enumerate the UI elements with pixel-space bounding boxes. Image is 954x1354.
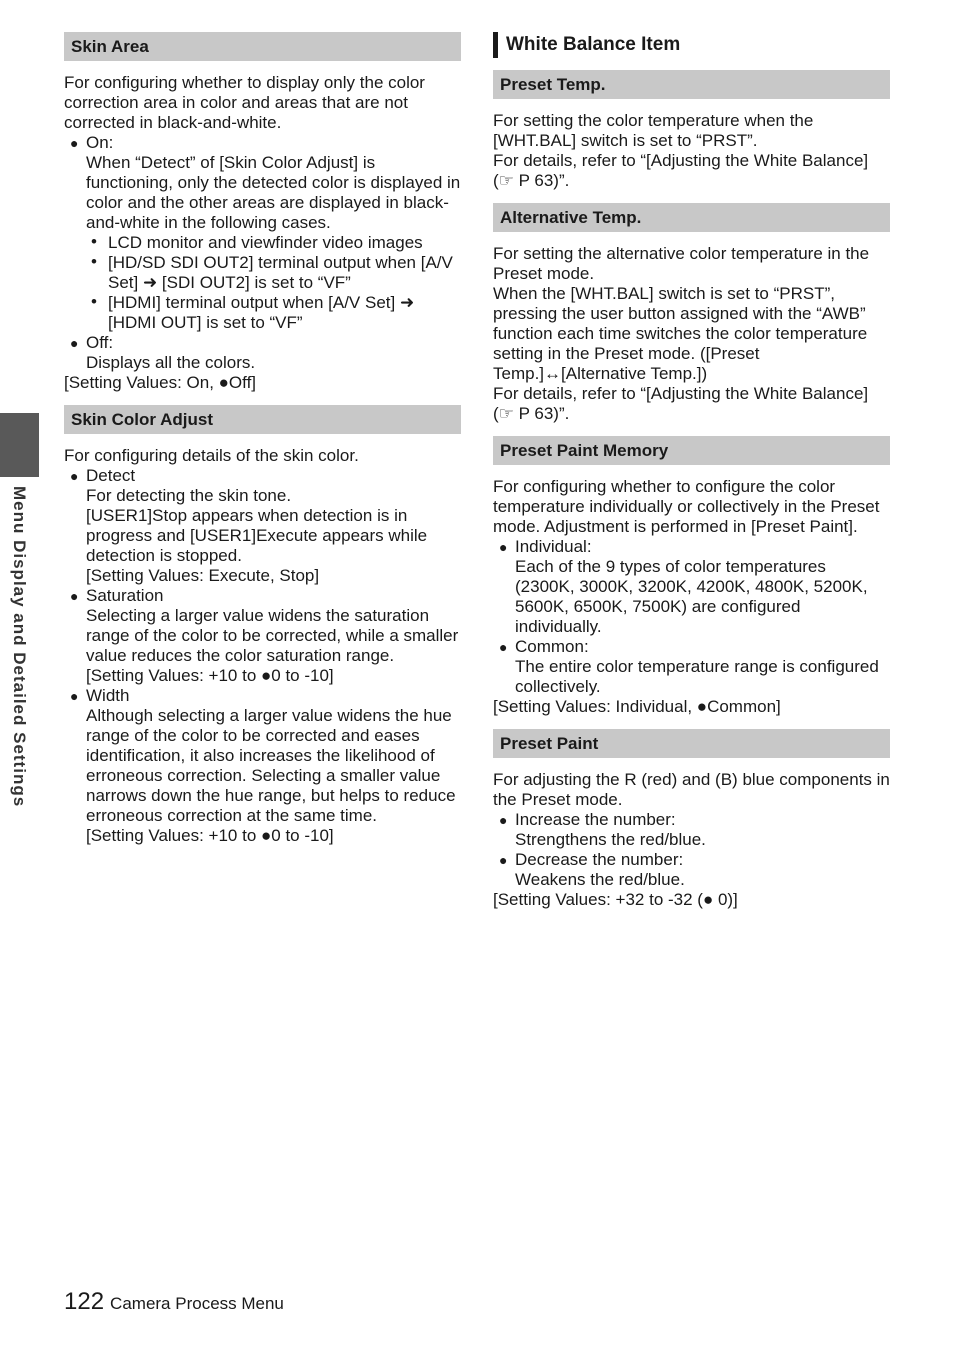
option-label: Width — [86, 686, 130, 705]
bullet-icon: ● — [499, 539, 508, 555]
section-preset-paint — [493, 729, 890, 910]
option-width — [64, 686, 461, 846]
option-label: Detect — [86, 466, 136, 485]
option-description: [USER1]Stop appears when detection is in progress and [USER1]Execute appears while detection is stopped. — [86, 506, 428, 565]
option-on — [64, 133, 461, 233]
option-description: The entire color temperature range is configured collectively. — [515, 657, 879, 696]
option-label: Saturation — [86, 586, 164, 605]
option-common — [493, 637, 890, 697]
option-description: When “Detect” of [Skin Color Adjust] is functioning, only the detected color is displayed in color and the other areas are displayed in black-and-white in the following cases. — [86, 153, 461, 232]
case-item: • [HD/SD SDI OUT2] terminal output when [A/V Set] ➜ [SDI OUT2] is set to “VF” — [91, 252, 453, 292]
section-heading: Preset Temp. — [493, 70, 890, 99]
section-heading: Skin Area — [64, 32, 461, 61]
option-decrease — [493, 850, 890, 890]
sidebar-chapter-label: Menu Display and Detailed Settings — [10, 486, 29, 808]
section-intro: For setting the color temperature when the [WHT.BAL] switch is set to “PRST”. — [493, 111, 814, 150]
section-intro: For setting the alternative color temperature in the Preset mode. — [493, 244, 870, 283]
section-preset-paint-memory — [493, 436, 890, 717]
option-off — [64, 333, 461, 373]
bullet-icon: ● — [70, 335, 79, 351]
left-column — [64, 32, 461, 846]
section-skin-color-adjust — [64, 405, 461, 846]
case-text: [HDMI] terminal output when [A/V Set] ➜ [HDMI OUT] is set to “VF” — [108, 293, 415, 332]
option-label: Off: — [86, 333, 114, 352]
section-heading: Preset Paint Memory — [493, 436, 890, 465]
section-intro: For configuring whether to display only the color correction area in color and areas that are not corrected in black-and-white. — [64, 73, 425, 132]
setting-values: [Setting Values: +10 to ●0 to -10] — [86, 826, 334, 845]
option-label: Decrease the number: — [515, 850, 684, 869]
bullet-icon: ● — [70, 688, 79, 704]
setting-values: [Setting Values: Individual, ●Common] — [493, 697, 781, 716]
case-text: LCD monitor and viewfinder video images — [108, 233, 423, 252]
section-intro: For adjusting the R (red) and (B) blue components in the Preset mode. — [493, 770, 890, 809]
bullet-icon: ● — [499, 852, 508, 868]
reference-text: For details, refer to “[Adjusting the White Balance] (☞ P 63)”. — [493, 384, 869, 423]
case-text: [HD/SD SDI OUT2] terminal output when [A/V Set] ➜ [SDI OUT2] is set to “VF” — [108, 253, 453, 292]
setting-values: [Setting Values: +10 to ●0 to -10] — [86, 666, 334, 685]
section-heading: Skin Color Adjust — [64, 405, 461, 434]
option-description: Strengthens the red/blue. — [515, 830, 706, 849]
page-footer — [64, 1288, 284, 1315]
option-label: Increase the number: — [515, 810, 676, 829]
section-detail: When the [WHT.BAL] switch is set to “PRST”, pressing the user button assigned with the “AWB” function each time switches the color temperature setting in the Preset mode. ([Preset Temp.]↔[Alternative Temp.]) — [493, 284, 868, 383]
section-heading: Preset Paint — [493, 729, 890, 758]
setting-values: [Setting Values: Execute, Stop] — [86, 566, 320, 585]
option-description: Weakens the red/blue. — [515, 870, 685, 889]
option-description: Selecting a larger value widens the saturation range of the color to be corrected, while a smaller value reduces the color saturation range. — [86, 606, 459, 665]
section-alternative-temp — [493, 203, 890, 424]
section-heading: Alternative Temp. — [493, 203, 890, 232]
bullet-icon: ● — [70, 135, 79, 151]
setting-values: [Setting Values: On, ●Off] — [64, 373, 257, 392]
page-number: 122 — [64, 1288, 105, 1315]
option-label: On: — [86, 133, 114, 152]
bullet-icon: ● — [499, 639, 508, 655]
setting-values: [Setting Values: +32 to -32 (● 0)] — [493, 890, 738, 909]
footer-section-title: Camera Process Menu — [110, 1294, 284, 1313]
option-saturation — [64, 586, 461, 686]
case-item: • [HDMI] terminal output when [A/V Set] ➜ [HDMI OUT] is set to “VF” — [91, 292, 415, 332]
reference-text: For details, refer to “[Adjusting the White Balance] (☞ P 63)”. — [493, 151, 869, 190]
bullet-icon: ● — [70, 588, 79, 604]
sidebar-tab-marker — [0, 413, 39, 477]
option-individual — [493, 537, 890, 637]
option-description: Although selecting a larger value widens the hue range of the color to be corrected and eases identification, it also increases the likelihood of erroneous correction. Selecting a smaller value narrows down the hue range, but helps to reduce erroneous correction at the same time. — [86, 706, 456, 825]
section-preset-temp — [493, 70, 890, 191]
section-skin-area — [64, 32, 461, 393]
option-description: Displays all the colors. — [86, 353, 256, 372]
option-label: Common: — [515, 637, 589, 656]
bullet-icon: ● — [70, 468, 79, 484]
option-label: Individual: — [515, 537, 592, 556]
option-description: Each of the 9 types of color temperatures (2300K, 3000K, 3200K, 4200K, 4800K, 5200K, 5600K, 6500K, 7500K) are configured individually. — [515, 557, 868, 636]
section-intro: For configuring whether to configure the color temperature individually or collectively in the Preset mode. Adjustment is performed in [Preset Paint]. — [493, 477, 880, 536]
page-title: White Balance Item — [493, 32, 890, 58]
option-increase — [493, 810, 890, 850]
case-item: • LCD monitor and viewfinder video images — [91, 232, 423, 252]
bullet-icon: ● — [499, 812, 508, 828]
section-intro: For configuring details of the skin color. — [64, 446, 359, 465]
option-detect — [64, 466, 461, 586]
option-description: For detecting the skin tone. — [86, 486, 292, 505]
right-column — [493, 32, 890, 910]
